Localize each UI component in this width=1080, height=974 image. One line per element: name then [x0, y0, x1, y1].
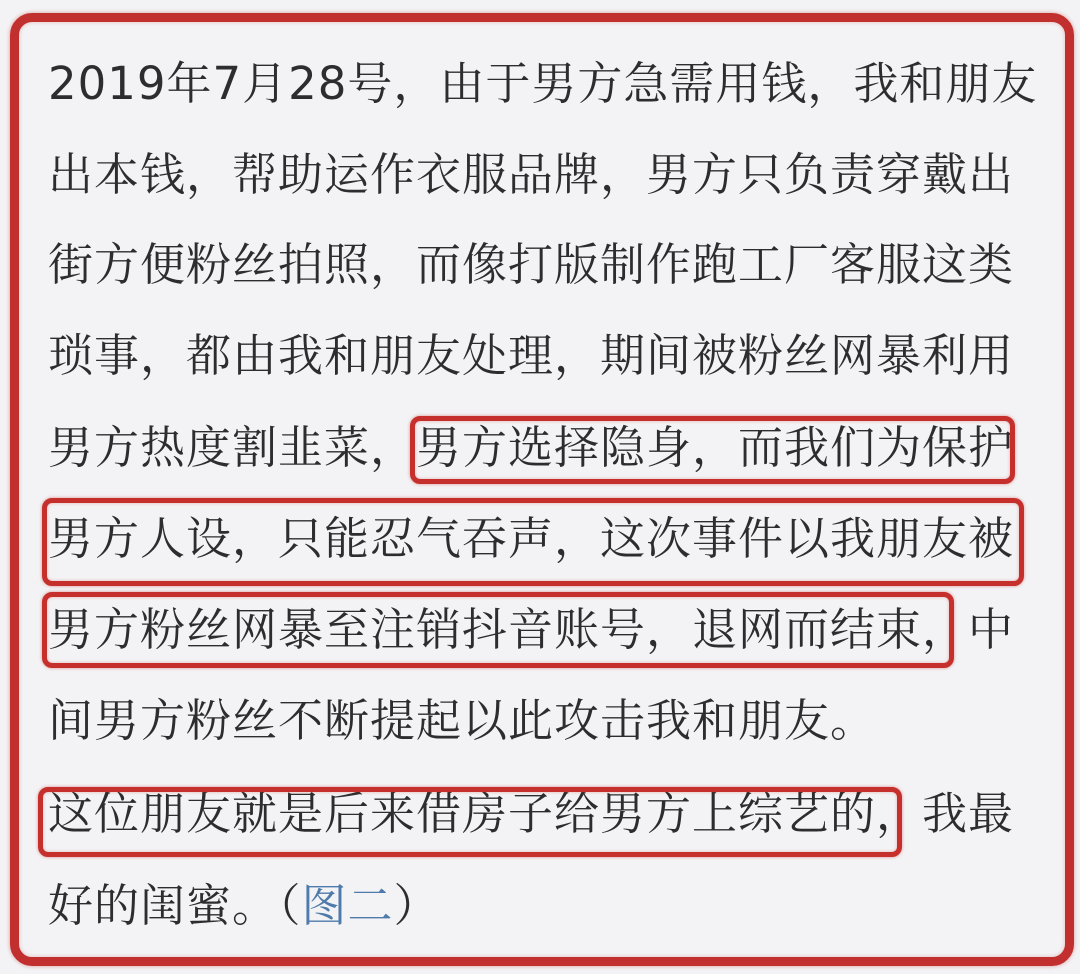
text-line-8: 间男方粉丝不断提起以此攻击我和朋友。	[48, 694, 877, 747]
text-line-3: 街方便粉丝拍照，而像打版制作跑工厂客服这类	[48, 238, 1015, 291]
text-line-10-suffix: ）	[393, 879, 440, 932]
text-line-7: 男方粉丝网暴至注销抖音账号，退网而结束，中	[48, 603, 1015, 656]
text-line-5: 男方热度割韭菜，男方选择隐身，而我们为保护	[48, 421, 1015, 474]
text-line-9: 这位朋友就是后来借房子给男方上综艺的，我最	[48, 787, 1015, 840]
text-line-4: 琐事，都由我和朋友处理，期间被粉丝网暴利用	[48, 329, 1015, 382]
text-line-10	[48, 879, 440, 932]
figure-reference-link[interactable]: 图二	[301, 879, 394, 932]
text-line-2: 出本钱，帮助运作衣服品牌，男方只负责穿戴出	[48, 148, 1015, 201]
text-line-10-prefix: 好的闺蜜。（	[48, 879, 302, 932]
text-line-1: 2019年7月28号，由于男方急需用钱，我和朋友	[48, 57, 1038, 110]
text-line-6: 男方人设，只能忍气吞声，这次事件以我朋友被	[48, 512, 1015, 565]
